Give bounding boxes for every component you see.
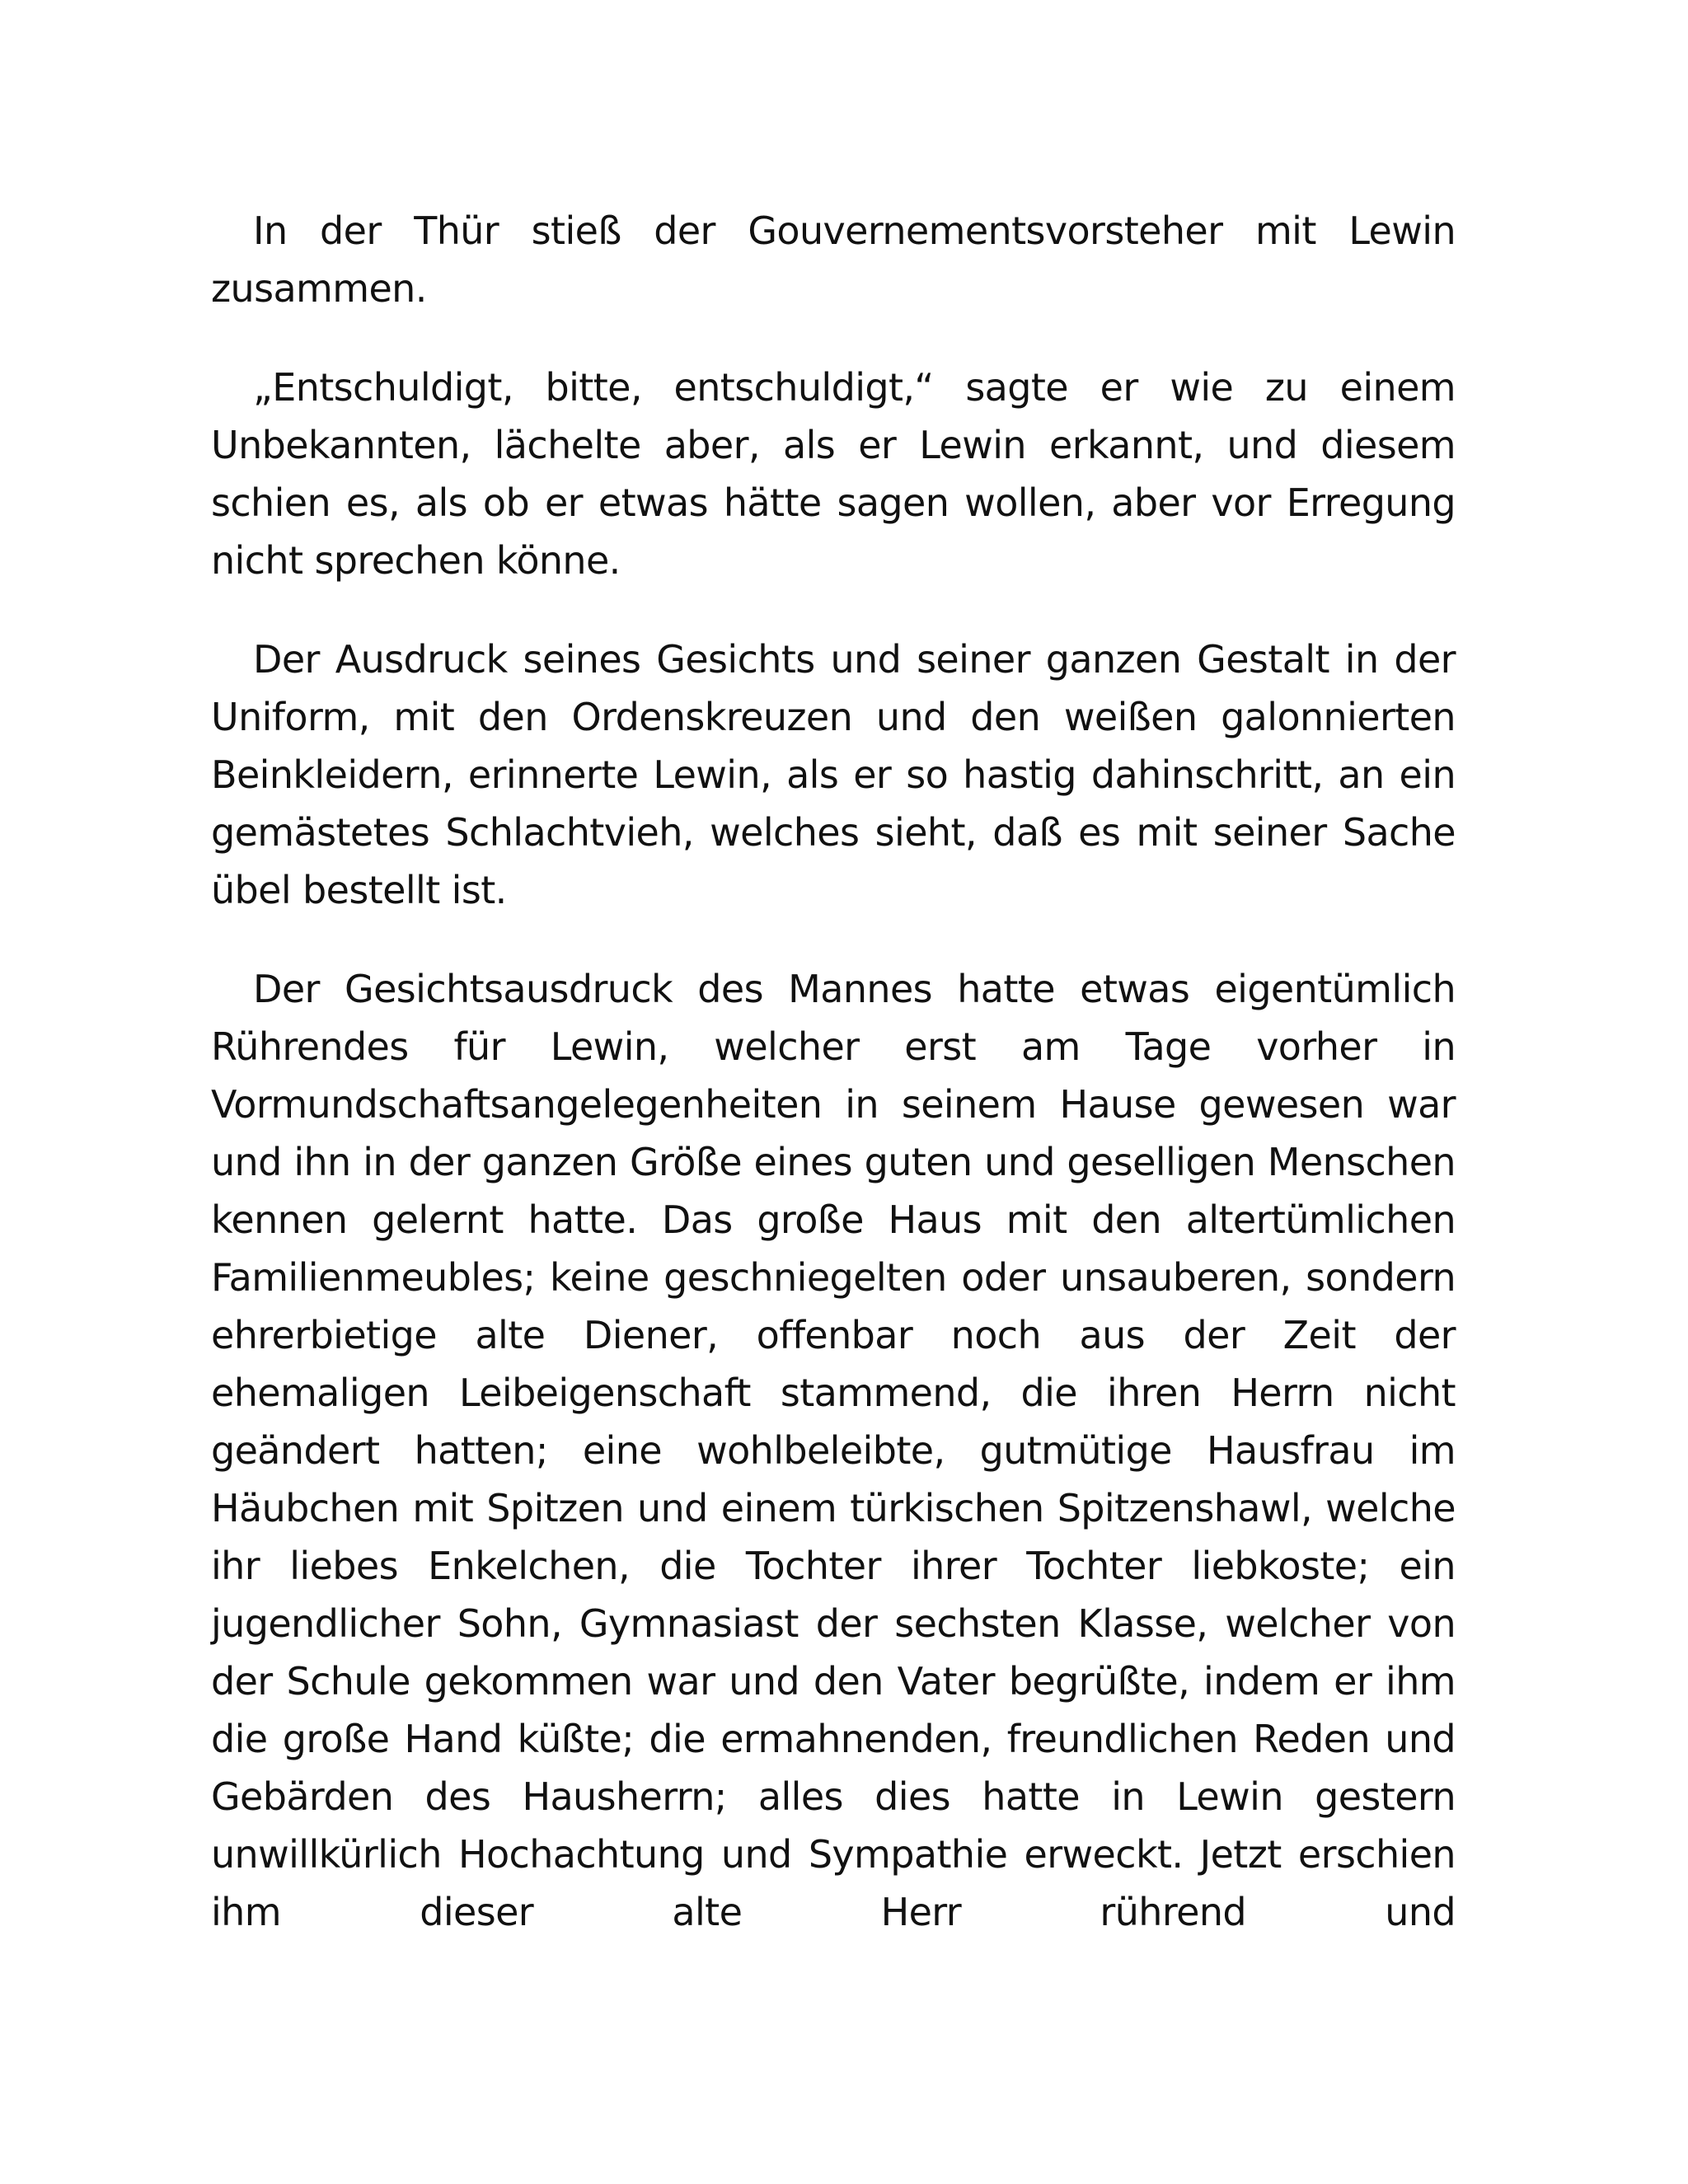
paragraph: „Entschuldigt, bitte, entschuldigt,“ sagte er wie zu einem Unbekannten, lächelte aber, als er Lewin erkannt, und diesem schien es, als ob er etwas hätte sagen wollen, aber vor Erregung nicht sprechen könne. — [211, 365, 1456, 583]
paragraph: Der Ausdruck seines Gesichts und seiner ganzen Gestalt in der Uniform, mit den Ordenskreuzen und den weißen galonnierten Beinkleidern, erinnerte Lewin, als er so hastig dahinschritt, an ein gemästetes Schlachtvieh, welches sieht, daß es mit seiner Sache übel bestellt ist. — [211, 637, 1456, 912]
paragraph-last: Der Gesichtsausdruck des Mannes hatte etwas eigentümlich Rührendes für Lewin, welcher erst am Tage vorher in Vormundschaftsangelegenheiten in seinem Hause gewesen war und ihn in der ganzen Größe eines guten und geselligen Menschen kennen gelernt hatte. Das große Haus mit den altertümlichen Familienmeubles; keine geschniegelten oder unsauberen, sondern ehrerbietige alte Diener, offenbar noch aus der Zeit der ehemaligen Leibeigenschaft stammend, die ihren Herrn nicht geändert hatten; eine wohlbeleibte, gutmütige Hausfrau im Häubchen mit Spitzen und einem türkischen Spitzenshawl, welche ihr liebes Enkelchen, die Tochter ihrer Tochter liebkoste; ein jugendlicher Sohn, Gymnasiast der sechsten Klasse, welcher von der Schule gekommen war und den Vater begrüßte, indem er ihm die große Hand küßte; die ermahnenden, freundlichen Reden und Gebärden des Hausherrn; alles dies hatte in Lewin gestern unwillkürlich Hochachtung und Sympathie erweckt. Jetzt erschien ihm dieser alte Herr rührend und — [211, 967, 1456, 1934]
text-column — [211, 202, 1456, 1982]
paragraph: In der Thür stieß der Gouvernementsvorsteher mit Lewin zusammen. — [211, 209, 1456, 311]
